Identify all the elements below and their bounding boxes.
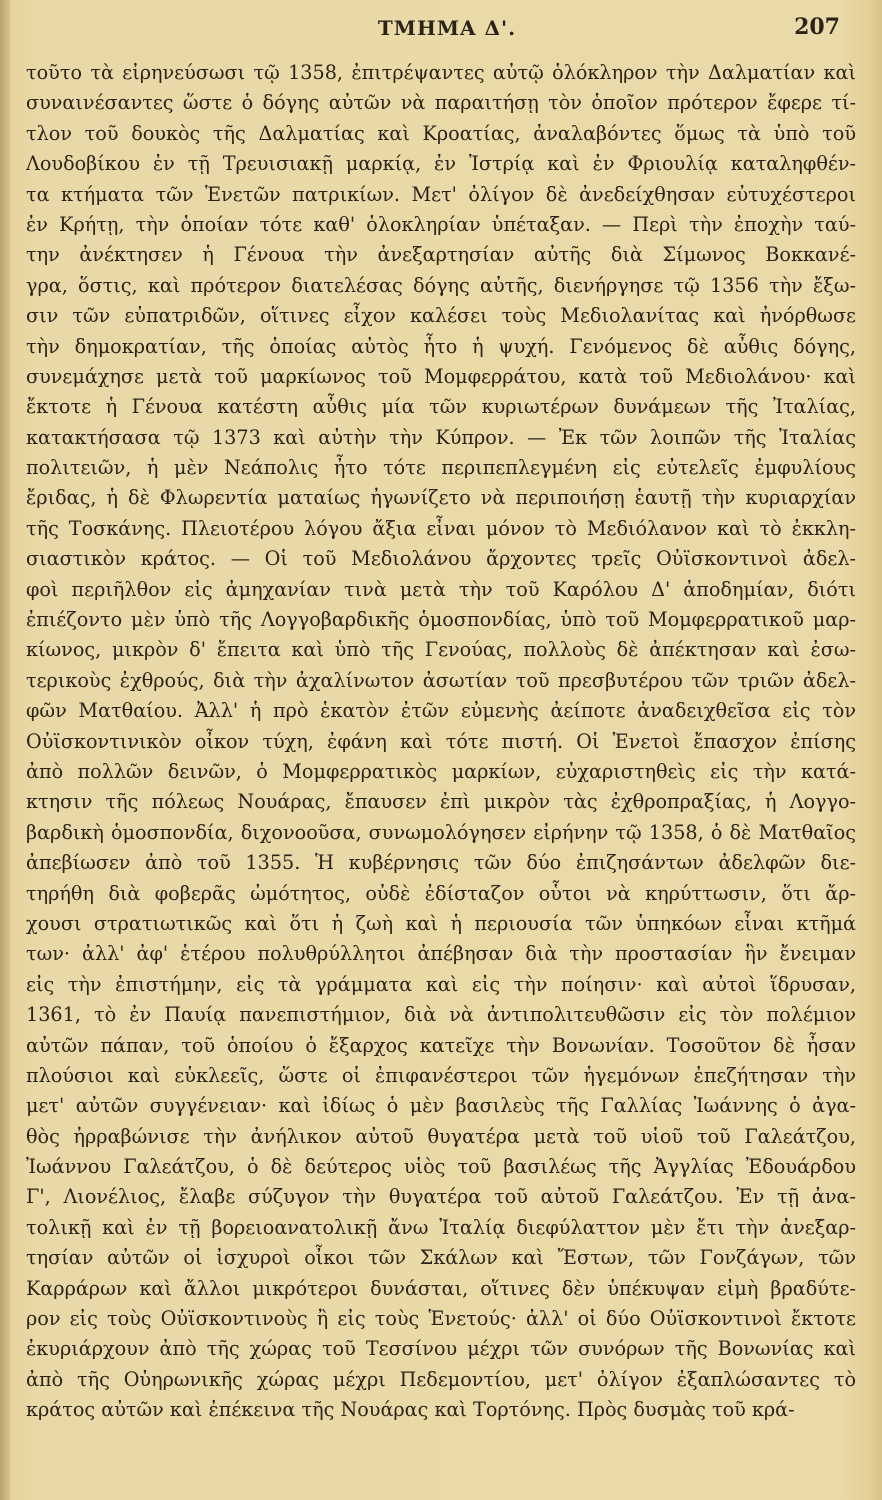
- text-line: τὴν δημοκρατίαν, τῆς ὁποίας αὐτὸς ἦτο ἡ ψυχή. Γενόμενος δὲ αὖθις δόγης,: [26, 334, 856, 358]
- text-line: ρον εἰς τοὺς Οὐϊσκοντινοὺς ἢ εἰς τοὺς Ἑνετούς· ἀλλ' οἱ δύο Οὐϊσκοντινοὶ ἔκτοτε: [26, 1307, 856, 1331]
- text-line: ἔκτοτε ἡ Γένουα κατέστη αὖθις μία τῶν κυριωτέρων δυνάμεων τῆς Ἰταλίας,: [26, 395, 856, 419]
- text-line: συναινέσαντες ὥστε ὁ δόγης αὐτῶν νὰ παραιτήσῃ τὸν ὁποῖον πρότερον ἔφερε τί-: [26, 91, 856, 115]
- text-line: τηρήθη διὰ φοβερᾶς ὠμότητος, οὐδὲ ἐδίσταζον οὗτοι νὰ κηρύττωσιν, ὅτι ἄρ-: [26, 881, 856, 905]
- text-line: ἐκυριάρχουν ἀπὸ τῆς χώρας τοῦ Τεσσίνου μέχρι τῶν συνόρων τῆς Βονωνίας καὶ: [26, 1337, 856, 1361]
- text-line: χουσι στρατιωτικῶς καὶ ὅτι ἡ ζωὴ καὶ ἡ περιουσία τῶν ὑπηκόων εἶναι κτῆμά: [26, 911, 856, 935]
- text-line: Λουδοβίκου ἐν τῇ Τρευισιακῇ μαρκίᾳ, ἐν Ἰστρίᾳ καὶ ἐν Φριουλίᾳ καταληφθέν-: [26, 152, 856, 176]
- text-line: θὸς ἠρραβώνισε τὴν ἀνήλικον αὐτοῦ θυγατέρα μετὰ τοῦ υἱοῦ τοῦ Γαλεάτζου,: [26, 1124, 856, 1148]
- text-line: μετ' αὐτῶν συγγένειαν· καὶ ἰδίως ὁ μὲν βασιλεὺς τῆς Γαλλίας Ἰωάννης ὁ ἀγα-: [26, 1094, 856, 1118]
- page-number: 207: [794, 14, 840, 40]
- text-line: εἰς τὴν ἐπιστήμην, εἰς τὰ γράμματα καὶ εἰς τὴν ποίησιν· καὶ αὐτοὶ ἵδρυσαν,: [26, 972, 856, 996]
- text-line: κράτος αὐτῶν καὶ ἐπέκεινα τῆς Νουάρας καὶ Τορτόνης. Πρὸς δυσμὰς τοῦ κρά-: [26, 1398, 795, 1422]
- text-line: τα κτήματα τῶν Ἑνετῶν πατρικίων. Μετ' ὀλίγον δὲ ἀνεδείχθησαν εὐτυχέστεροι: [26, 182, 856, 206]
- body-text: [26, 58, 856, 1426]
- text-line: κίωνος, μικρὸν δ' ἔπειτα καὶ ὑπὸ τῆς Γενούας, πολλοὺς δὲ ἀπέκτησαν καὶ ἐσω-: [26, 638, 856, 662]
- running-header: [40, 10, 854, 50]
- text-line: τερικοὺς ἐχθρούς, διὰ τὴν ἀχαλίνωτον ἀσωτίαν τοῦ πρεσβυτέρου τῶν τριῶν ἀδελ-: [26, 668, 856, 692]
- text-line: κατακτήσασα τῷ 1373 καὶ αὐτὴν τὴν Κύπρον. — Ἐκ τῶν λοιπῶν τῆς Ἰταλίας: [26, 425, 856, 449]
- text-line: ἀπὸ τῆς Οὐηρωνικῆς χώρας μέχρι Πεδεμοντίου, μετ' ὀλίγον ἐξαπλώσαντες τὸ: [26, 1367, 856, 1391]
- text-line: ἔριδας, ἡ δὲ Φλωρεντία ματαίως ἠγωνίζετο νὰ περιποιήσῃ ἑαυτῇ τὴν κυριαρχίαν: [26, 486, 856, 510]
- text-line: πολιτειῶν, ἡ μὲν Νεάπολις ἦτο τότε περιπεπλεγμένη εἰς εὐτελεῖς ἐμφυλίους: [26, 456, 856, 480]
- text-line: φῶν Ματθαίου. Ἀλλ' ἡ πρὸ ἑκατὸν ἐτῶν εὐμενὴς ἀείποτε ἀναδειχθεῖσα εἰς τὸν: [26, 699, 856, 723]
- text-line: ἐν Κρήτῃ, τὴν ὁποίαν τότε καθ' ὁλοκληρίαν ὑπέταξαν. — Περὶ τὴν ἐποχὴν ταύ-: [26, 212, 856, 236]
- text-line: τοῦτο τὰ εἰρηνεύσωσι τῷ 1358, ἐπιτρέψαντες αὐτῷ ὁλόκληρον τὴν Δαλματίαν καὶ: [26, 61, 856, 84]
- text-line: Ἰωάννου Γαλεάτζου, ὁ δὲ δεύτερος υἱὸς τοῦ βασιλέως τῆς Ἀγγλίας Ἐδουάρδου: [26, 1155, 856, 1179]
- text-line: Καρράρων καὶ ἄλλοι μικρότεροι δυνάσται, οἵτινες δὲν ὑπέκυψαν εἰμὴ βραδύτε-: [26, 1276, 856, 1300]
- text-line: τλον τοῦ δουκὸς τῆς Δαλματίας καὶ Κροατίας, ἀναλαβόντες ὅμως τὰ ὑπὸ τοῦ: [26, 121, 856, 145]
- text-line: Γ', Λιονέλιος, ἔλαβε σύζυγον τὴν θυγατέρα τοῦ αὐτοῦ Γαλεάτζου. Ἐν τῇ ἀνα-: [26, 1185, 856, 1209]
- section-title: ΤΜΗΜΑ Δ'.: [377, 16, 517, 40]
- text-line: Οὐϊσκοντινικὸν οἶκον τύχη, ἐφάνη καὶ τότε πιστή. Οἱ Ἑνετοὶ ἔπασχον ἐπίσης: [26, 729, 856, 753]
- text-line: σιν τῶν εὐπατριδῶν, οἵτινες εἶχον καλέσει τοὺς Μεδιολανίτας καὶ ἠνόρθωσε: [26, 304, 856, 328]
- text-line: βαρδικὴ ὁμοσπονδία, διχονοοῦσα, συνωμολόγησεν εἰρήνην τῷ 1358, ὁ δὲ Ματθαῖος: [26, 820, 856, 844]
- text-line: κτησιν τῆς πόλεως Νουάρας, ἔπαυσεν ἐπὶ μικρὸν τὰς ἐχθροπραξίας, ἡ Λογγο-: [26, 790, 856, 814]
- text-line: ἀπεβίωσεν ἀπὸ τοῦ 1355. Ἡ κυβέρνησις τῶν δύο ἐπιζησάντων ἀδελφῶν διε-: [26, 851, 856, 875]
- text-line: την ἀνέκτησεν ἡ Γένουα τὴν ἀνεξαρτησίαν αὐτῆς διὰ Σίμωνος Βοκκανέ-: [26, 243, 856, 267]
- text-line: πλούσιοι καὶ εὐκλεεῖς, ὥστε οἱ ἐπιφανέστεροι τῶν ἡγεμόνων ἐπεζήτησαν τὴν: [26, 1063, 856, 1087]
- text-line: αὐτῶν πάπαν, τοῦ ὁποίου ὁ ἔξαρχος κατεῖχε τὴν Βονωνίαν. Τοσοῦτον δὲ ἦσαν: [26, 1033, 856, 1057]
- text-line: σιαστικὸν κράτος. — Οἱ τοῦ Μεδιολάνου ἄρχοντες τρεῖς Οὐϊσκοντινοὶ ἀδελ-: [26, 547, 856, 571]
- text-line: ἀπὸ πολλῶν δεινῶν, ὁ Μομφερρατικὸς μαρκίων, εὐχαριστηθεὶς εἰς τὴν κατά-: [26, 759, 856, 783]
- text-line: 1361, τὸ ἐν Παυίᾳ πανεπιστήμιον, διὰ νὰ ἀντιπολιτευθῶσιν εἰς τὸν πολέμιον: [26, 1003, 856, 1027]
- text-line: συνεμάχησε μετὰ τοῦ μαρκίωνος τοῦ Μομφερράτου, κατὰ τοῦ Μεδιολάνου· καὶ: [26, 364, 856, 388]
- binding-edge: [0, 0, 10, 1500]
- text-line: φοὶ περιῆλθον εἰς ἀμηχανίαν τινὰ μετὰ τὴν τοῦ Καρόλου Δ' ἀποδημίαν, διότι: [26, 577, 856, 601]
- text-line: ἐπιέζοντο μὲν ὑπὸ τῆς Λογγοβαρδικῆς ὁμοσπονδίας, ὑπὸ τοῦ Μομφερρατικοῦ μαρ-: [26, 608, 856, 632]
- text-line: γρα, ὅστις, καὶ πρότερον διατελέσας δόγης αὐτῆς, διενήργησε τῷ 1356 τὴν ἔξω-: [26, 273, 856, 297]
- text-line: τῆς Τοσκάνης. Πλειοτέρου λόγου ἄξια εἶναι μόνον τὸ Μεδιόλανον καὶ τὸ ἐκκλη-: [26, 516, 856, 540]
- text-line: τολικῇ καὶ ἐν τῇ βορειοανατολικῇ ἄνω Ἰταλίᾳ διεφύλαττον μὲν ἔτι τὴν ἀνεξαρ-: [26, 1215, 856, 1239]
- text-line: των· ἀλλ' ἀφ' ἑτέρου πολυθρύλλητοι ἀπέβησαν διὰ τὴν προστασίαν ἣν ἔνειμαν: [26, 942, 856, 966]
- text-line: τησίαν αὐτῶν οἱ ἰσχυροὶ οἶκοι τῶν Σκάλων καὶ Ἔστων, τῶν Γονζάγων, τῶν: [26, 1246, 856, 1270]
